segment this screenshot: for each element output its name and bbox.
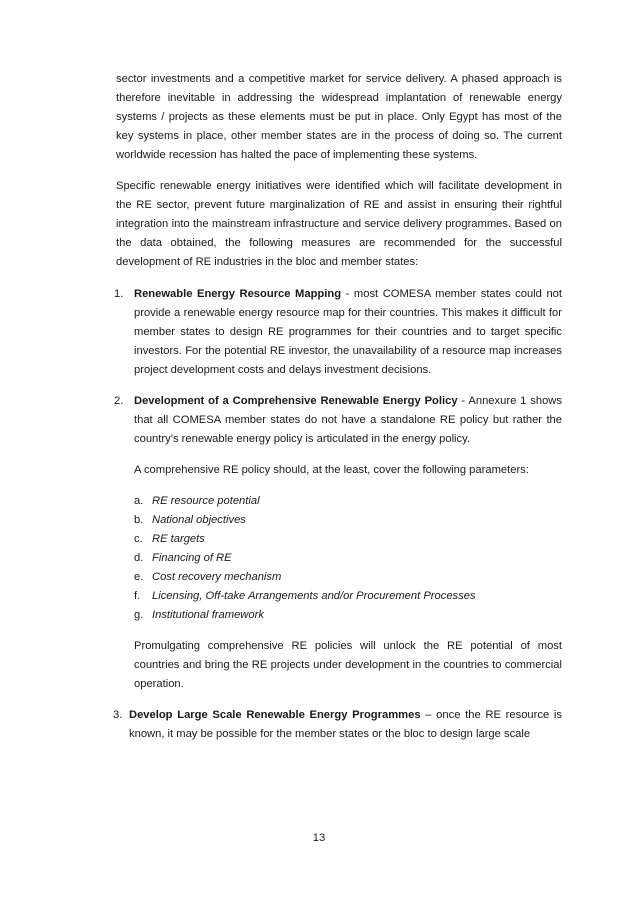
list-item: g. Institutional framework bbox=[134, 609, 264, 621]
list-item-heading: Development of a Comprehensive Renewable Energy Policy bbox=[134, 395, 458, 407]
list-item-body: – once the RE resource is known, it may be possible for the member states or the bloc to design large scale bbox=[129, 709, 562, 740]
list-item-comprehensive-policy bbox=[116, 392, 562, 694]
list-item: c. RE targets bbox=[134, 533, 205, 545]
list-item: a. RE resource potential bbox=[134, 495, 260, 507]
list-item-heading: Develop Large Scale Renewable Energy Programmes bbox=[129, 709, 421, 721]
paragraph-specific-initiatives: Specific renewable energy initiatives were identified which will facilitate development in the RE sector, prevent future marginalization of RE and assist in ensuring their rightful integration into the mainstream infrastructure and service delivery programmes. Based on the data obtained, the following measures are recommended for the successful development of RE industries in the bloc and member states: bbox=[116, 180, 562, 268]
list-item: f. Licensing, Off-take Arrangements and/or Procurement Processes bbox=[134, 590, 476, 602]
list-item-text bbox=[134, 285, 562, 380]
list-number: 1. bbox=[114, 288, 124, 300]
list-item: d. Financing of RE bbox=[134, 552, 232, 564]
list-item-body: - Annexure 1 shows that all COMESA member states do not have a standalone RE policy but rather the country’s renewable energy policy is articulated in the energy policy. bbox=[134, 395, 562, 445]
list-number: 2. bbox=[114, 395, 124, 407]
list-item-body: - most COMESA member states could not provide a renewable energy resource map for their countries. This makes it difficult for member states to design RE programmes for their countries and to target specific investors. For the potential RE investor, the unavailability of a resource map increases project development costs and delays investment decisions. bbox=[134, 288, 562, 376]
document-body bbox=[113, 70, 562, 756]
paragraph-sector-investments: sector investments and a competitive market for service delivery. A phased approach is therefore inevitable in addressing the widespread implantation of renewable energy systems / projects as these elements must be put in place. Only Egypt has most of the key systems in place, other member states are in the process of doing so. The current worldwide recession has halted the pace of implementing these systems. bbox=[116, 73, 562, 161]
policy-parameters-list bbox=[134, 492, 562, 625]
list-item-heading: Renewable Energy Resource Mapping bbox=[134, 288, 342, 300]
list-item-large-scale-programmes bbox=[113, 706, 562, 744]
list-item: b. National objectives bbox=[134, 514, 246, 526]
page-number: 13 bbox=[312, 832, 326, 844]
policy-parameters-intro: A comprehensive RE policy should, at the least, cover the following parameters: bbox=[134, 464, 529, 476]
list-item-text bbox=[134, 392, 562, 449]
list-item-resource-mapping bbox=[116, 285, 562, 380]
list-item-text bbox=[129, 706, 562, 744]
policy-closing-paragraph: Promulgating comprehensive RE policies will unlock the RE potential of most countries and bring the RE projects under development in the countries to commercial operation. bbox=[134, 640, 562, 690]
list-number: 3. bbox=[113, 709, 123, 721]
list-item: e. Cost recovery mechanism bbox=[134, 571, 282, 583]
